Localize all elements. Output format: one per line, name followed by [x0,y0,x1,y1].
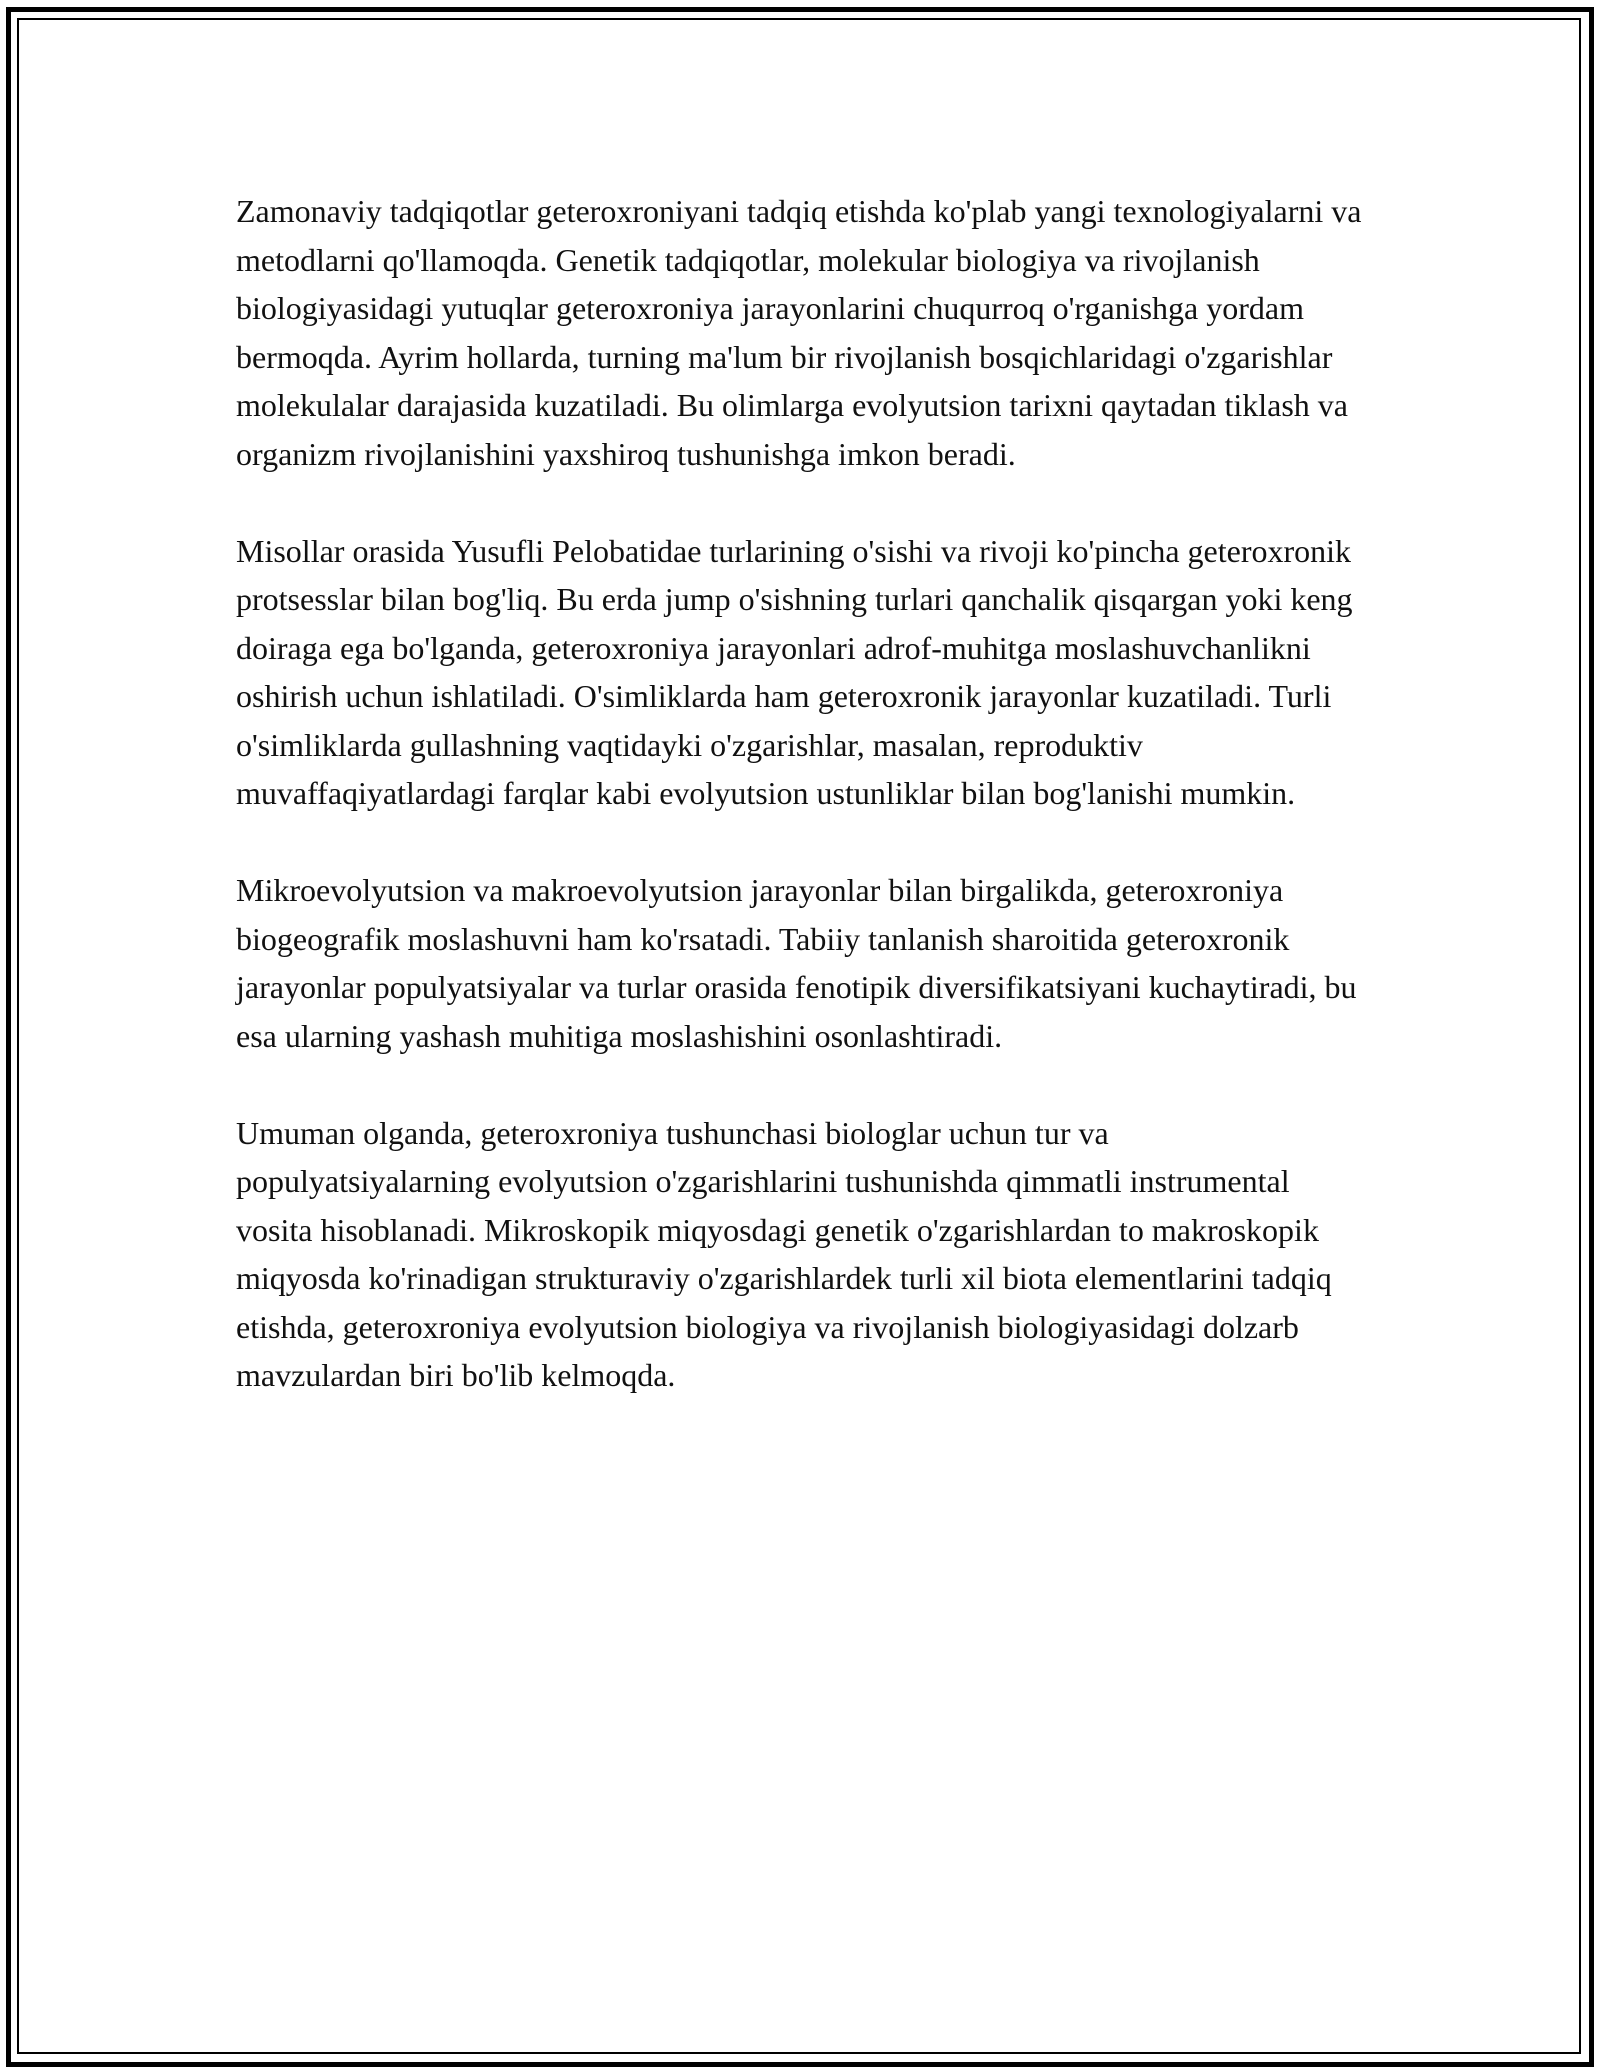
paragraph-conclusion: Umuman olganda, geteroxroniya tushunchasi biologlar uchun tur va populyatsiyalarning evolyutsion o'zgarishlarini tushunishda qimmatli instrumental vosita hisoblanadi. Mikroskopik miqyosdagi genetik o'zgarishlardan to makroskopik miqyosda ko'rinadigan strukturaviy o'zgarishlardek turli xil biota elementlarini tadqiq etishda, geteroxroniya evolyutsion biologiya va rivojlanish biologiyasidagi dolzarb mavzulardan biri bo'lib kelmoqda. [236,1114,1332,1393]
paragraph-examples: Misollar orasida Yusufli Pelobatidae turlarining o'sishi va rivoji ko'pincha geteroxronik protsesslar bilan bog'liq. Bu erda jump o'sishning turlari qanchalik qisqargan yoki keng doiraga ega bo'lganda, geteroxroniya jarayonlari adrof-muhitga moslashuvchanlikni oshirish uchun ishlatiladi. O'simliklarda ham geteroxronik jarayonlar kuzatiladi. Turli o'simliklarda gullashning vaqtidayki o'zgarishlar, masalan, reproduktiv muvaffaqiyatlardagi farqlar kabi evolyutsion ustunliklar bilan bog'lanishi mumkin. [236,532,1353,811]
paragraph-technologies: Zamonaviy tadqiqotlar geteroxroniyani tadqiq etishda ko'plab yangi texnologiyalarni va metodlarni qo'llamoqda. Genetik tadqiqotlar, molekular biologiya va rivojlanish biologiyasidagi yutuqlar geteroxroniya jarayonlarini chuqurroq o'rganishga yordam bermoqda. Ayrim hollarda, turning ma'lum bir rivojlanish bosqichlaridagi o'zgarishlar molekulalar darajasida kuzatiladi. Bu olimlarga evolyutsion tarixni qaytadan tiklash va organizm rivojlanishini yaxshiroq tushunishga imkon beradi. [236,193,1362,472]
paragraph-biogeography: Mikroevolyutsion va makroevolyutsion jarayonlar bilan birgalikda, geteroxroniya biogeografik moslashuvni ham ko'rsatadi. Tabiiy tanlanish sharoitida geteroxronik jarayonlar populyatsiyalar va turlar orasida fenotipik diversifikatsiyani kuchaytiradi, bu esa ularning yashash muhitiga moslashishini osonlashtiradi. [236,872,1357,1054]
document-body [236,187,1366,1400]
